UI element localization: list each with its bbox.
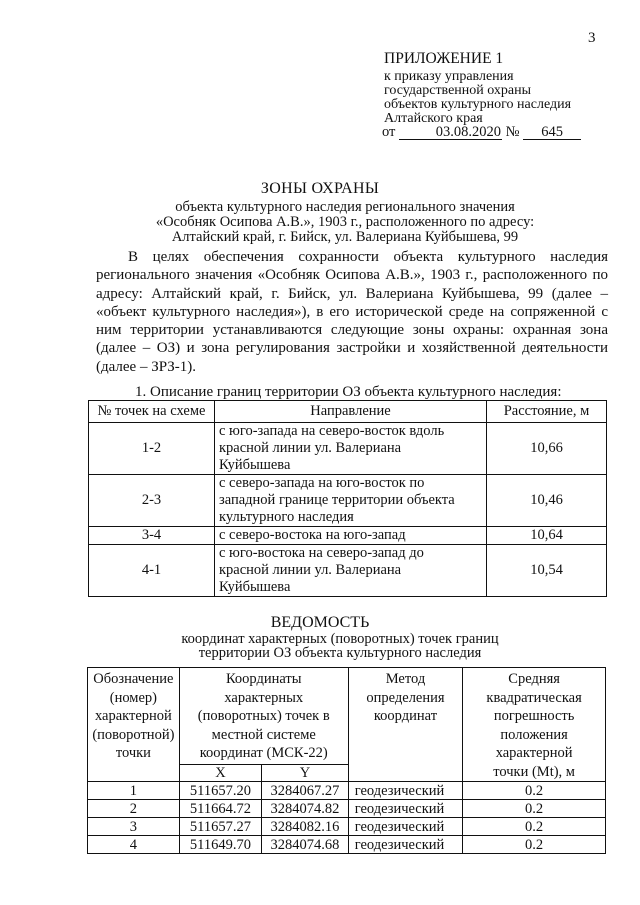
distance-cell: 10,46 xyxy=(487,475,607,527)
boundary-table xyxy=(88,400,607,597)
points-cell: 2-3 xyxy=(89,475,215,527)
point-number-cell: 4 xyxy=(88,836,180,854)
direction-line: с юго-запада на северо-восток вдоль xyxy=(219,423,445,439)
points-cell: 3-4 xyxy=(89,527,215,545)
intro-paragraph: В целях обеспечения сохранности объекта культурного наследия регионального значения «Особняк Осипова А.В.», 1903 г., расположенного по адресу: Алтайский край, г. Бийск, ул. Валериана Куйбышева, 99 (далее – «объект культурного наследия»), в его исторической среде на сопряженной с ним территории устанавливаются следующие зоны охраны: охранная зона (далее – ОЗ) и зона регулирования застройки и хозяйственной деятельности (далее – ЗРЗ-1). xyxy=(96,249,608,375)
x-header: X xyxy=(179,764,261,781)
method-cell: геодезический xyxy=(348,836,463,854)
direction-cell xyxy=(215,527,487,545)
appendix-line: к приказу управления xyxy=(384,69,514,84)
header-line: точки (Mt), м xyxy=(493,763,575,780)
table-header-row xyxy=(89,401,607,423)
table-row xyxy=(88,800,606,818)
point-number-cell: 3 xyxy=(88,818,180,836)
header-line: точки xyxy=(115,745,151,761)
y-cell: 3284074.82 xyxy=(262,800,349,818)
appendix-number: 645 xyxy=(523,125,581,140)
direction-cell xyxy=(215,475,487,527)
header-line: положения xyxy=(500,726,568,743)
direction-cell xyxy=(215,423,487,475)
zones-subtitle-line: «Особняк Осипова А.В.», 1903 г., расположенного по адресу: xyxy=(155,214,535,230)
vedomost-subtitle-line: координат характерных (поворотных) точек границ xyxy=(181,631,499,647)
designation-header xyxy=(88,668,180,782)
direction-line: культурного наследия xyxy=(219,509,354,525)
points-cell: 4-1 xyxy=(89,545,215,597)
table-row xyxy=(89,527,607,545)
table-header-row xyxy=(88,668,606,765)
appendix-line: государственной охраны xyxy=(384,83,532,98)
point-number-cell: 2 xyxy=(88,800,180,818)
table-row xyxy=(88,818,606,836)
direction-line: с северо-востока на юго-запад xyxy=(219,527,406,543)
header-line: (поворотной) xyxy=(92,726,175,743)
column-header: № точек на схеме xyxy=(89,401,215,423)
points-cell: 1-2 xyxy=(89,423,215,475)
column-header: Направление xyxy=(215,401,487,423)
direction-line: с северо-запада на юго-восток по xyxy=(219,475,425,491)
point-number-cell: 1 xyxy=(88,782,180,800)
header-line: Координаты xyxy=(225,671,302,687)
y-cell: 3284067.27 xyxy=(262,782,349,800)
header-line: местной системе xyxy=(211,726,316,743)
method-cell: геодезический xyxy=(348,800,463,818)
x-cell: 511657.27 xyxy=(179,818,261,836)
y-cell: 3284074.68 xyxy=(262,836,349,854)
direction-line: красной линии ул. Валериана xyxy=(219,562,402,578)
method-header xyxy=(348,668,463,782)
appendix-line: объектов культурного наследия xyxy=(384,97,572,112)
header-line: Метод xyxy=(385,671,426,687)
header-line: характерной xyxy=(94,708,172,724)
x-cell: 511657.20 xyxy=(179,782,261,800)
appendix-title: ПРИЛОЖЕНИЕ 1 xyxy=(384,50,504,67)
y-cell: 3284082.16 xyxy=(262,818,349,836)
header-line: координат xyxy=(373,708,438,724)
header-line: характерных xyxy=(224,689,304,706)
number-prefix: № xyxy=(505,124,520,140)
x-cell: 511649.70 xyxy=(179,836,261,854)
error-header xyxy=(463,668,606,782)
error-cell: 0.2 xyxy=(463,836,606,854)
appendix-date: 03.08.2020 xyxy=(399,125,502,140)
header-line: Средняя xyxy=(508,671,560,687)
zones-subtitle-line: Алтайский край, г. Бийск, ул. Валериана Куйбышева, 99 xyxy=(171,229,519,245)
distance-cell: 10,54 xyxy=(487,545,607,597)
header-line: (номер) xyxy=(109,689,157,706)
header-line: квадратическая xyxy=(486,689,582,706)
header-line: характерной xyxy=(495,745,573,761)
table1-caption: 1. Описание границ территории ОЗ объекта культурного наследия: xyxy=(135,384,562,400)
header-line: (поворотных) точек в xyxy=(197,708,330,724)
error-cell: 0.2 xyxy=(463,782,606,800)
direction-line: западной границе территории объекта xyxy=(219,492,455,508)
method-cell: геодезический xyxy=(348,818,463,836)
coordinates-table xyxy=(87,667,606,854)
column-header: Расстояние, м xyxy=(487,401,607,423)
table-row xyxy=(88,836,606,854)
vedomost-title: ВЕДОМОСТЬ xyxy=(270,614,370,631)
error-cell: 0.2 xyxy=(463,818,606,836)
zones-subtitle-line: объекта культурного наследия регионального значения xyxy=(175,199,515,215)
distance-cell: 10,66 xyxy=(487,423,607,475)
header-line: определения xyxy=(366,689,445,706)
appendix-date-line xyxy=(382,125,581,140)
header-line: Обозначение xyxy=(93,671,174,687)
header-line: координат (МСК-22) xyxy=(199,745,328,761)
page-number: 3 xyxy=(588,30,596,46)
distance-cell: 10,64 xyxy=(487,527,607,545)
coordinates-header xyxy=(179,668,348,765)
direction-line: Куйбышева xyxy=(219,579,291,595)
direction-cell xyxy=(215,545,487,597)
method-cell: геодезический xyxy=(348,782,463,800)
date-prefix: от xyxy=(382,124,396,140)
appendix-line: Алтайского края xyxy=(384,111,483,126)
header-line: погрешность xyxy=(493,708,575,724)
table-row xyxy=(89,423,607,475)
direction-line: Куйбышева xyxy=(219,457,291,473)
x-cell: 511664.72 xyxy=(179,800,261,818)
direction-line: красной линии ул. Валериана xyxy=(219,440,402,456)
vedomost-subtitle-line: территории ОЗ объекта культурного наследия xyxy=(198,645,482,661)
table-row xyxy=(89,545,607,597)
y-header: Y xyxy=(262,764,349,781)
zones-title: ЗОНЫ ОХРАНЫ xyxy=(260,180,380,197)
table-row xyxy=(89,475,607,527)
direction-line: с юго-востока на северо-запад до xyxy=(219,545,424,561)
table-row xyxy=(88,782,606,800)
error-cell: 0.2 xyxy=(463,800,606,818)
